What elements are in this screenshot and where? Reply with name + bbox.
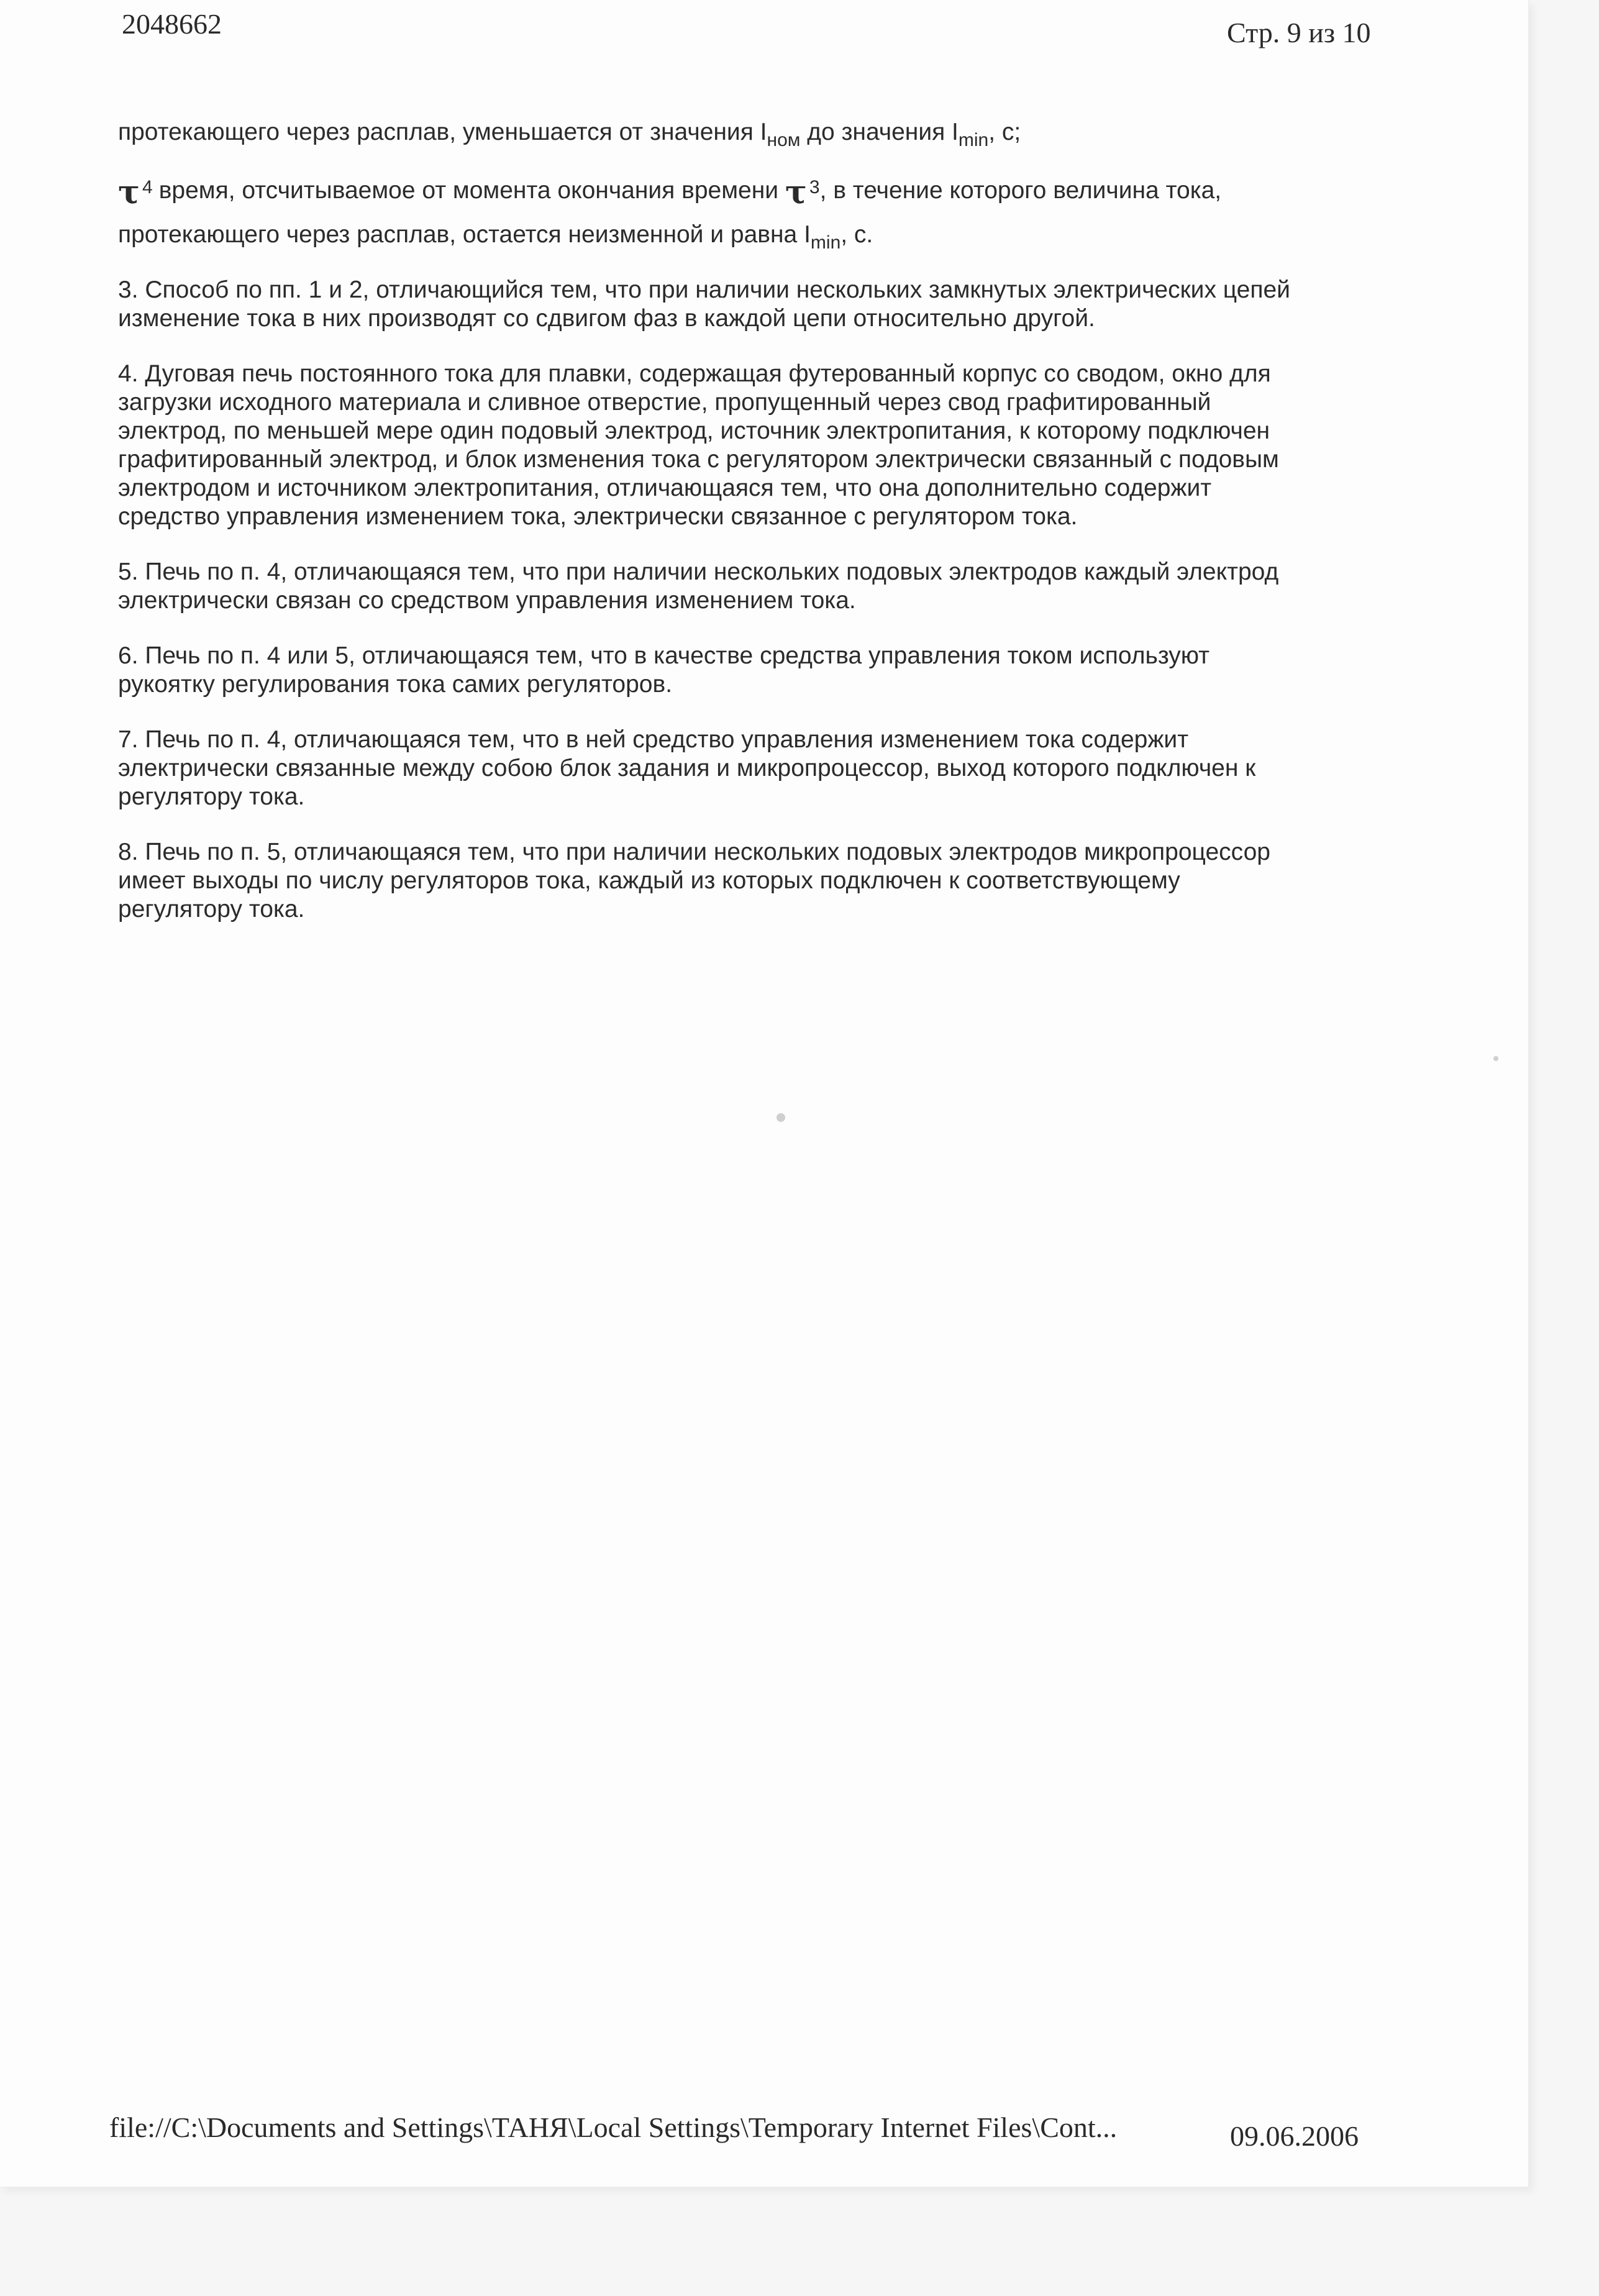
claim-7 [118,726,1392,811]
claim-line: изменение тока в них производят со сдвигом фаз в каждой цепи относительно другой. [118,305,1095,332]
tau-index: 3 [809,177,820,198]
subscript-min: min [810,232,841,253]
claim-line: 5. Печь по п. 4, отличающаяся тем, что при наличии нескольких подовых электродов каждый электрод [118,558,1279,585]
claim-line: электрически связанные между собою блок задания и микропроцессор, выход которого подключен к [118,755,1256,781]
claim-line: 8. Печь по п. 5, отличающаяся тем, что при наличии нескольких подовых электродов микропроцессор [118,839,1270,865]
claim-line: регулятору тока. [118,896,305,922]
tau4-line-2 [118,221,1392,253]
claim-line: загрузки исходного материала и сливное отверстие, пропущенный через свод графитированный [118,389,1211,416]
scan-speck [1493,1056,1498,1061]
text-fragment: протекающего через расплав, уменьшается от значения I [118,119,767,145]
claim-5 [118,558,1392,615]
claim-line: электрически связан со средством управления изменением тока. [118,587,856,614]
text-fragment: до значения I [800,119,959,145]
claim-line: 6. Печь по п. 4 или 5, отличающаяся тем, что в качестве средства управления током используют [118,642,1210,669]
claim-line: 3. Способ по пп. 1 и 2, отличающийся тем, что при наличии нескольких замкнутых электрических цепей [118,276,1290,303]
tau4-line [118,173,1392,211]
subscript-min: min [958,130,989,150]
claim-line: имеет выходы по числу регуляторов тока, каждый из которых подключен к соответствующему [118,867,1180,894]
claim-6 [118,642,1392,699]
scan-speck [777,1113,785,1122]
footer-file-path: file://C:\Documents and Settings\ТАНЯ\Local Settings\Temporary Internet Files\Cont... [109,2112,1118,2143]
paragraph-current-decrease [118,118,1392,150]
claim-line: графитированный электрод, и блок изменения тока с регулятором электрически связанный с подовым [118,446,1279,473]
text-fragment: , с. [840,221,873,248]
text-fragment: время, отсчитываемое от момента окончания времени [158,177,785,204]
tau-symbol: τ [785,173,807,211]
claim-line: электродом и источником электропитания, отличающаяся тем, что она дополнительно содержит [118,475,1212,501]
tau-symbol: τ [118,173,140,211]
document-body [118,118,1392,950]
claim-line: электрод, по меньшей мере один подовый электрод, источник электропитания, к которому подключен [118,417,1270,444]
text-fragment: протекающего через расплав, остается неизменной и равна I [118,221,811,248]
text-fragment: , в течение которого величина тока, [819,177,1222,204]
claim-8 [118,838,1392,924]
claim-4 [118,360,1392,531]
text-fragment: , с; [988,119,1021,145]
tau-index: 4 [142,177,153,198]
claim-line: средство управления изменением тока, электрически связанное с регулятором тока. [118,503,1078,530]
document-number: 2048662 [122,8,222,40]
claim-line: 4. Дуговая печь постоянного тока для плавки, содержащая футерованный корпус со сводом, окно для [118,360,1271,387]
footer-date: 09.06.2006 [1230,2120,1359,2152]
claim-3 [118,276,1392,333]
paragraph-tau4-definition [118,173,1392,253]
subscript-nom: ном [767,130,801,150]
claim-line: рукоятку регулирования тока самих регуляторов. [118,671,673,698]
claim-line: 7. Печь по п. 4, отличающаяся тем, что в ней средство управления изменением тока содержит [118,726,1189,753]
page-counter: Стр. 9 из 10 [1227,17,1371,48]
claim-line: регулятору тока. [118,783,305,810]
